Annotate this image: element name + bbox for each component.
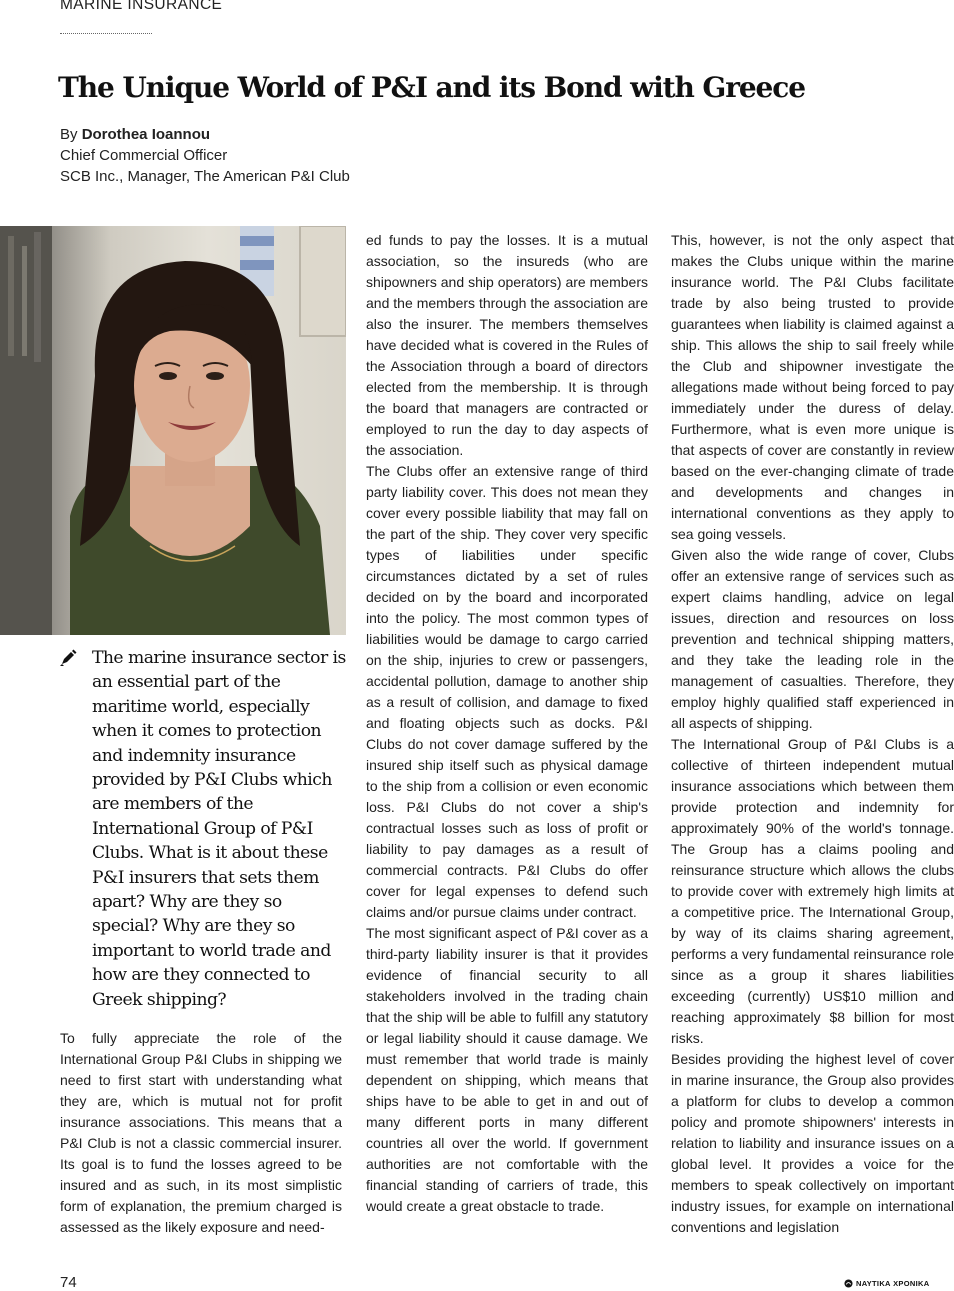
author-portrait-illustration	[0, 226, 346, 635]
author-organization: SCB Inc., Manager, The American P&I Club	[60, 168, 350, 185]
body-paragraph: The International Group of P&I Clubs is a collective of thirteen independent mutual insurance associations which between them provide protection and indemnity for approximately 90% of the world's tonnage. The Group has a claims pooling and reinsurance structure which allows the clubs to provide cover with extremely high limits at a competitive price. The International Group, by way of its claims sharing agreement, performs a very fundamental reinsurance role since as a group it shares liabilities exceeding (currently) US$10 million and reaching approximately $8 billion for most risks.	[671, 736, 954, 1046]
body-paragraph: The Clubs offer an extensive range of third party liability cover. This does not mean they cover every possible liability that may fall on the part of the ship. They cover very specific types of liabilities under specific circumstances dictated by a set of rules decided on by the board and incorporated into the policy. The most common types of liabilities would be damage to cargo carried on the ship, injuries to crew or passengers, accidental pollution, damage to another ship as a result of collision, and damage to fixed and floating objects such as docks. P&I Clubs do not cover damage suffered by the insured ship itself such as physical damage to the ship from a collision or even economic loss. P&I Clubs do not cover a ship's contractual losses such as loss of profit or liability to pay damages as a result of commercial contracts. P&I Clubs do offer cover for legal expenses to defend such claims and/or pursue claims under contract.	[366, 463, 648, 920]
article-column-3	[671, 230, 954, 1238]
byline	[60, 124, 350, 187]
body-paragraph: This, however, is not the only aspect that makes the Clubs unique within the marine insurance world. The P&I Clubs facilitate trade by also being trusted to provide guarantees when liability is claimed against a ship. This allows the ship to sail freely while the Club and shipowner investigate the allegations made without being forced to pay immediately under the duress of delay. Furthermore, what is even more unique is that aspects of cover are constantly in review based on the ever-changing climate of trade and developments and changes in international conventions as they apply to sea going vessels.	[671, 232, 954, 542]
section-label: MARINE INSURANCE	[60, 0, 223, 13]
page-number: 74	[60, 1274, 77, 1291]
author-photo	[0, 226, 346, 635]
article-title: The Unique World of P&I and its Bond with Greece	[58, 71, 805, 104]
article-column-2	[366, 230, 648, 1217]
body-paragraph: Given also the wide range of cover, Clubs offer an extensive range of services such as expert claims handling, advice on legal issues, direction and resources on loss prevention and technical shipping matters, and they take the leading role in the management of casualties. Therefore, they employ highly qualified staff experienced in all aspects of shipping.	[671, 547, 954, 731]
pull-quote: The marine insurance sector is an essential part of the maritime world, especially when it comes to protection and indemnity insurance provided by P&I Clubs which are members of the International Group of P&I Clubs. What is it about these P&I insurers that sets them apart? Why are they so special? Why are they so important to world trade and how are they connected to Greek shipping?	[92, 648, 346, 1010]
publication-brand	[844, 1279, 929, 1288]
body-paragraph: Besides providing the highest level of cover in marine insurance, the Group also provides a platform for clubs to develop a common policy and promote shipowners' interests in relation to liability and insurance issues on a global level. It provides a voice for the members to speak collectively on important industry issues, for example on international conventions and legislation	[671, 1051, 954, 1235]
body-paragraph: The most significant aspect of P&I cover as a third-party liability insurer is that it provides evidence of financial security to all stakeholders involved in the trading chain that the ship will be able to fulfill any statutory or legal liability should it cause damage. We must remember that world trade is mainly dependent on shipping, which means that ships have to be able to get in and out of many different ports in many different countries all over the world. If government authorities are not comfortable with the financial standing of carriers of trade, this would create a great obstacle to trade.	[366, 925, 648, 1214]
body-paragraph: ed funds to pay the losses. It is a mutual association, so the insureds (who are shipowners and ship operators) are members and the members through the association are also the insurer. The members themselves have decided what is covered in the Rules of the Association through a board of directors elected from the membership. It is through the board that managers are contracted or employed to run the day to day aspects of the association.	[366, 232, 648, 458]
section-divider	[60, 33, 152, 34]
pen-icon	[58, 648, 78, 668]
article-column-1	[60, 1028, 342, 1238]
publication-name: ΝΑΥΤΙΚΑ ΧΡΟΝΙΚΑ	[856, 1279, 930, 1288]
brand-logo-icon	[844, 1279, 853, 1288]
body-paragraph: To fully appreciate the role of the International Group P&I Clubs in shipping we need to first start with understanding what they are, which is mutual not for profit insurance associations. This means that a P&I Club is not a classic commercial insurer. Its goal is to fund the losses agreed to be insured and as such, in its most simplistic form of explanation, the premium charged is assessed as the likely exposure and need-	[60, 1030, 342, 1235]
author-name: Dorothea Ioannou	[81, 126, 211, 143]
author-role: Chief Commercial Officer	[60, 147, 228, 164]
byline-prefix: By	[60, 126, 78, 143]
